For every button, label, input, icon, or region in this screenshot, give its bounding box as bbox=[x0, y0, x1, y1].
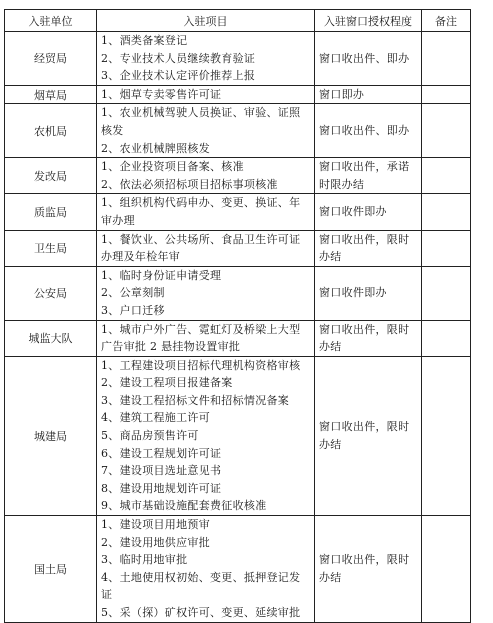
items-cell bbox=[97, 194, 315, 230]
note-cell bbox=[422, 320, 471, 356]
item-line: 2、公章刻制 bbox=[101, 286, 165, 300]
item-line: 5、商品房预售许可 bbox=[101, 429, 199, 443]
item-line: 4、建筑工程施工许可 bbox=[101, 411, 210, 425]
dept-cell: 卫生局 bbox=[5, 230, 97, 266]
items-cell bbox=[97, 230, 315, 266]
item-line: 2、农业机械牌照核发 bbox=[101, 141, 210, 155]
item-line: 2、建设用地供应审批 bbox=[101, 535, 210, 549]
auth-cell bbox=[315, 194, 422, 230]
auth-line: 窗口收出件、即办 bbox=[319, 123, 410, 137]
table-body bbox=[5, 32, 471, 623]
auth-line: 办结 bbox=[319, 437, 342, 451]
dept-cell: 城监大队 bbox=[5, 320, 97, 356]
dept-cell: 经贸局 bbox=[5, 32, 97, 86]
item-line: 2、建设工程项目报建备案 bbox=[101, 376, 233, 390]
auth-cell bbox=[315, 356, 422, 515]
table-row bbox=[5, 516, 471, 623]
header-auth: 入驻窗口授权程度 bbox=[315, 10, 422, 32]
auth-cell bbox=[315, 230, 422, 266]
note-cell bbox=[422, 194, 471, 230]
items-cell bbox=[97, 356, 315, 515]
auth-line: 窗口收出件，限时 bbox=[319, 322, 410, 336]
dept-cell: 公安局 bbox=[5, 266, 97, 320]
table-row bbox=[5, 32, 471, 86]
table-row bbox=[5, 158, 471, 194]
items-cell bbox=[97, 32, 315, 86]
items-cell bbox=[97, 158, 315, 194]
header-note: 备注 bbox=[422, 10, 471, 32]
table-row bbox=[5, 104, 471, 158]
item-line: 广告审批 2 悬挂物设置审批 bbox=[101, 340, 241, 354]
item-line: 1、临时身份证申请受理 bbox=[101, 268, 222, 282]
dept-cell: 发改局 bbox=[5, 158, 97, 194]
table-row bbox=[5, 85, 471, 104]
service-table bbox=[4, 9, 471, 623]
table-row bbox=[5, 230, 471, 266]
auth-cell bbox=[315, 516, 422, 623]
item-line: 2、依法必须招标项目招标事项核准 bbox=[101, 177, 278, 191]
item-line: 7、建设项目选址意见书 bbox=[101, 464, 222, 478]
header-dept: 入驻单位 bbox=[5, 10, 97, 32]
auth-line: 窗口即办 bbox=[319, 87, 365, 101]
note-cell bbox=[422, 230, 471, 266]
items-cell bbox=[97, 516, 315, 623]
auth-cell bbox=[315, 32, 422, 86]
item-line: 1、餐饮业、公共场所、食品卫生许可证 bbox=[101, 232, 301, 246]
auth-line: 窗口收出件，承诺 bbox=[319, 160, 410, 174]
item-line: 5、采（探）矿权许可、变更、延续审批 bbox=[101, 606, 301, 619]
item-line: 核发 bbox=[101, 123, 124, 137]
dept-cell: 烟草局 bbox=[5, 85, 97, 104]
auth-cell bbox=[315, 266, 422, 320]
item-line: 1、农业机械驾驶人员换证、审验、证照 bbox=[101, 106, 301, 120]
items-cell bbox=[97, 85, 315, 104]
item-line: 8、建设用地规划许可证 bbox=[101, 481, 222, 495]
item-line: 审办理 bbox=[101, 213, 135, 227]
auth-cell bbox=[315, 104, 422, 158]
auth-line: 窗口收出件，限时 bbox=[319, 232, 410, 246]
auth-line: 窗口收出件、即办 bbox=[319, 51, 410, 65]
auth-line: 办结 bbox=[319, 250, 342, 264]
item-line: 1、组织机构代码申办、变更、换证、年 bbox=[101, 196, 301, 210]
header-row bbox=[5, 10, 471, 32]
auth-cell bbox=[315, 158, 422, 194]
note-cell bbox=[422, 32, 471, 86]
auth-line: 窗口收出件，限时 bbox=[319, 553, 410, 567]
note-cell bbox=[422, 104, 471, 158]
item-line: 1、工程建设项目招标代理机构资格审核 bbox=[101, 358, 301, 372]
auth-line: 窗口收件即办 bbox=[319, 286, 387, 300]
item-line: 1、企业投资项目备案、核准 bbox=[101, 160, 244, 174]
auth-line: 窗口收件即办 bbox=[319, 205, 387, 219]
auth-line: 办结 bbox=[319, 570, 342, 584]
auth-cell bbox=[315, 85, 422, 104]
table-row bbox=[5, 266, 471, 320]
note-cell bbox=[422, 158, 471, 194]
auth-cell bbox=[315, 320, 422, 356]
item-line: 1、烟草专卖零售许可证 bbox=[101, 87, 222, 101]
item-line: 4、土地使用权初始、变更、抵押登记发 bbox=[101, 570, 301, 584]
item-line: 3、户口迁移 bbox=[101, 303, 165, 317]
dept-cell: 国土局 bbox=[5, 516, 97, 623]
items-cell bbox=[97, 320, 315, 356]
auth-line: 办结 bbox=[319, 340, 342, 354]
auth-line: 窗口收出件，限时 bbox=[319, 420, 410, 434]
table-row bbox=[5, 320, 471, 356]
item-line: 1、建设项目用地预审 bbox=[101, 518, 210, 532]
items-cell bbox=[97, 104, 315, 158]
dept-cell: 农机局 bbox=[5, 104, 97, 158]
note-cell bbox=[422, 356, 471, 515]
items-cell bbox=[97, 266, 315, 320]
item-line: 办理及年检年审 bbox=[101, 250, 181, 264]
auth-line: 时限办结 bbox=[319, 177, 365, 191]
item-line: 3、临时用地审批 bbox=[101, 553, 188, 567]
note-cell bbox=[422, 85, 471, 104]
item-line: 1、城市户外广告、霓虹灯及桥梁上大型 bbox=[101, 322, 301, 336]
table-row bbox=[5, 356, 471, 515]
item-line: 证 bbox=[101, 588, 113, 602]
item-line: 1、酒类备案登记 bbox=[101, 34, 188, 47]
note-cell bbox=[422, 516, 471, 623]
header-items: 入驻项目 bbox=[97, 10, 315, 32]
note-cell bbox=[422, 266, 471, 320]
item-line: 3、企业技术认定评价推荐上报 bbox=[101, 69, 256, 83]
item-line: 2、专业技术人员继续教育验证 bbox=[101, 51, 256, 65]
table-row bbox=[5, 194, 471, 230]
item-line: 9、城市基础设施配套费征收核准 bbox=[101, 499, 267, 513]
dept-cell: 质监局 bbox=[5, 194, 97, 230]
dept-cell: 城建局 bbox=[5, 356, 97, 515]
item-line: 3、建设工程招标文件和招标情况备案 bbox=[101, 393, 290, 407]
item-line: 6、建设工程规划许可证 bbox=[101, 446, 222, 460]
